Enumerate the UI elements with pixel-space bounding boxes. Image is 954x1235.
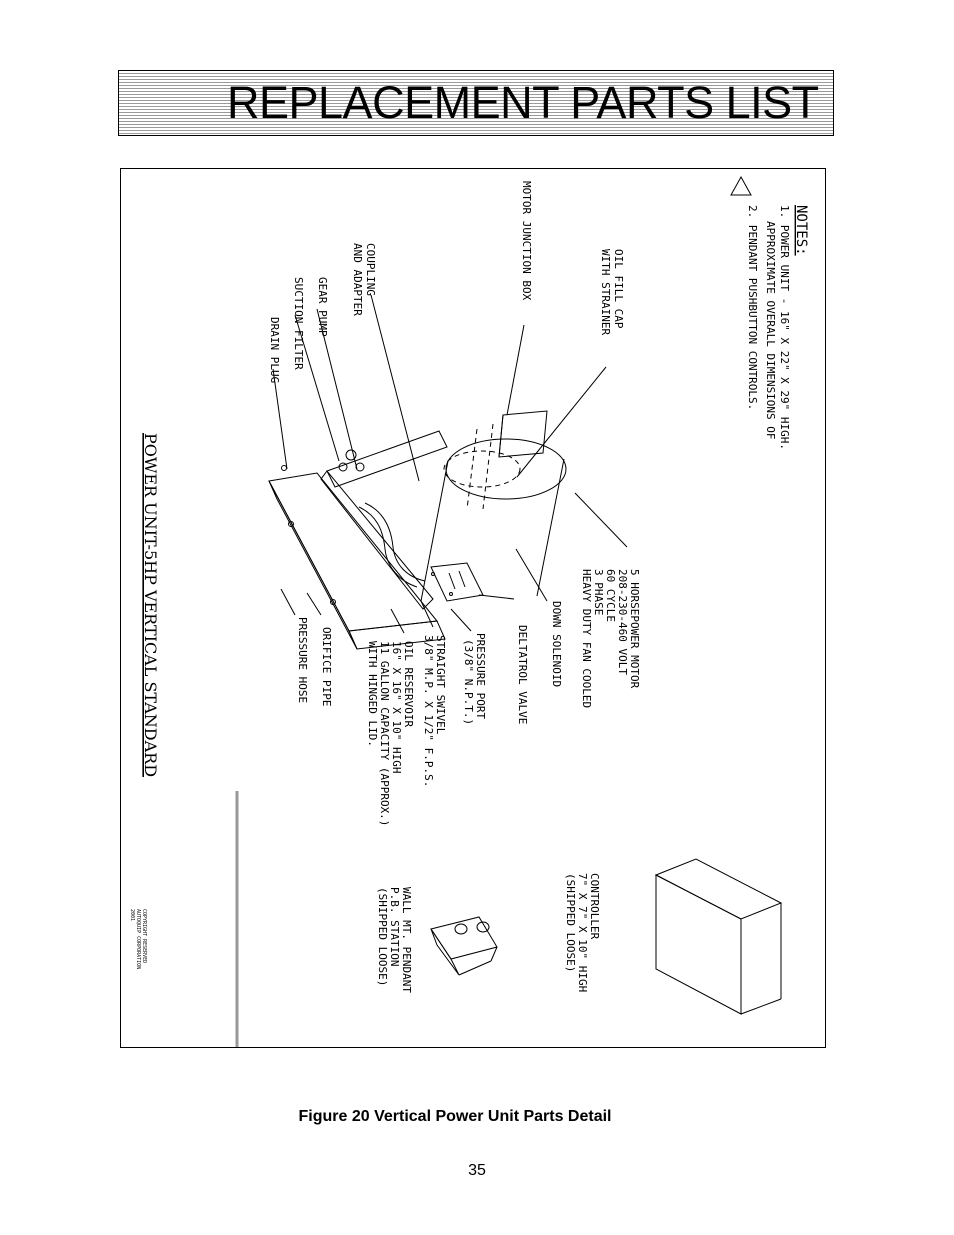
label-oil-fill-cap-1: OIL FILL CAP xyxy=(612,249,625,329)
label-oil-reservoir-3: 11 GALLON CAPACITY (APPROX.) xyxy=(378,641,391,827)
label-controller-1: CONTROLLER xyxy=(588,873,601,940)
label-motor-3: 60 CYCLE xyxy=(604,569,617,622)
label-straight-swivel-1: STRAIGHT SWIVEL xyxy=(434,635,447,735)
label-oil-reservoir-2: 16" X 16" X 10" HIGH xyxy=(390,641,403,774)
pendant-shape xyxy=(431,917,497,975)
label-pressure-port-2: (3/8" N.P.T.) xyxy=(462,639,475,726)
label-coupling-1: COUPLING xyxy=(364,243,377,296)
diagram-canvas xyxy=(121,169,825,1047)
figure-caption xyxy=(0,1108,954,1126)
note-line-1: 1. POWER UNIT - 16" X 22" X 29" HIGH. xyxy=(778,205,791,451)
label-motor-2: 208-230-460 VOLT xyxy=(616,569,629,675)
label-pressure-hose: PRESSURE HOSE xyxy=(296,617,309,704)
label-coupling-2: AND ADAPTER xyxy=(351,243,364,316)
copyright-line-1: COPYRIGHT RESERVED xyxy=(141,909,147,964)
copyright-line-3: 2001 xyxy=(129,909,135,922)
label-gear-pump: GEAR PUMP xyxy=(316,277,329,337)
label-controller-3: (SHIPPED LOOSE) xyxy=(564,873,577,973)
leader-lines xyxy=(273,295,627,633)
note-line-3: 2. PENDANT PUSHBUTTON CONTROLS. xyxy=(746,205,759,411)
controller-shape xyxy=(656,859,781,1014)
label-oil-reservoir-4: WITH HINGED LID. xyxy=(366,641,379,747)
label-oil-fill-cap-2: WITH STRAINER xyxy=(599,249,612,336)
label-orifice-pipe: ORIFICE PIPE xyxy=(320,627,333,707)
revision-triangle xyxy=(731,177,751,195)
copyright-line-2: AUTOQUIP CORPORATION xyxy=(135,909,141,970)
page-number: 35 xyxy=(468,1162,486,1179)
label-motor-junction-box: MOTOR JUNCTION BOX xyxy=(520,181,533,301)
note-line-2: APPROXIMATE OVERALL DIMENSIONS OF xyxy=(764,221,777,440)
oil-reservoir-shape xyxy=(269,473,445,649)
label-down-solenoid: DOWN SOLENOID xyxy=(550,601,563,688)
label-oil-reservoir-1: OIL RESERVOIR xyxy=(402,641,415,728)
parts-diagram xyxy=(120,168,826,1048)
label-controller-2: 7" X 7" X 10" HIGH xyxy=(576,873,589,993)
label-straight-swivel-2: 3/8" M.P. X 1/2" F.P.S. xyxy=(422,635,435,788)
label-drain-plug: DRAIN PLUG xyxy=(268,317,281,384)
label-pendant-3: (SHIPPED LOOSE) xyxy=(376,887,389,987)
drawing-title: POWER UNIT-5HP VERTICAL STANDARD xyxy=(141,433,160,778)
label-pendant-2: P.B. STATION xyxy=(388,887,401,967)
label-pendant-1: WALL MT. PENDANT xyxy=(400,887,413,993)
label-motor-1: 5 HORSEPOWER MOTOR xyxy=(628,569,641,689)
label-deltatrol-valve: DELTATROL VALVE xyxy=(516,625,529,725)
valve-block-shape xyxy=(321,431,483,609)
label-suction-filter: SUCTION FILTER xyxy=(292,277,305,370)
page-title: REPLACEMENT PARTS LIST xyxy=(227,77,819,128)
label-motor-4: 3 PHASE xyxy=(592,569,605,616)
label-pressure-port-1: PRESSURE PORT xyxy=(474,633,487,720)
figure-caption-text: Figure 20 Vertical Power Unit Parts Detail xyxy=(298,1108,612,1125)
label-motor-5: HEAVY DUTY FAN COOLED xyxy=(580,569,593,709)
notes-heading: NOTES: xyxy=(793,205,809,256)
title-banner xyxy=(118,70,834,136)
